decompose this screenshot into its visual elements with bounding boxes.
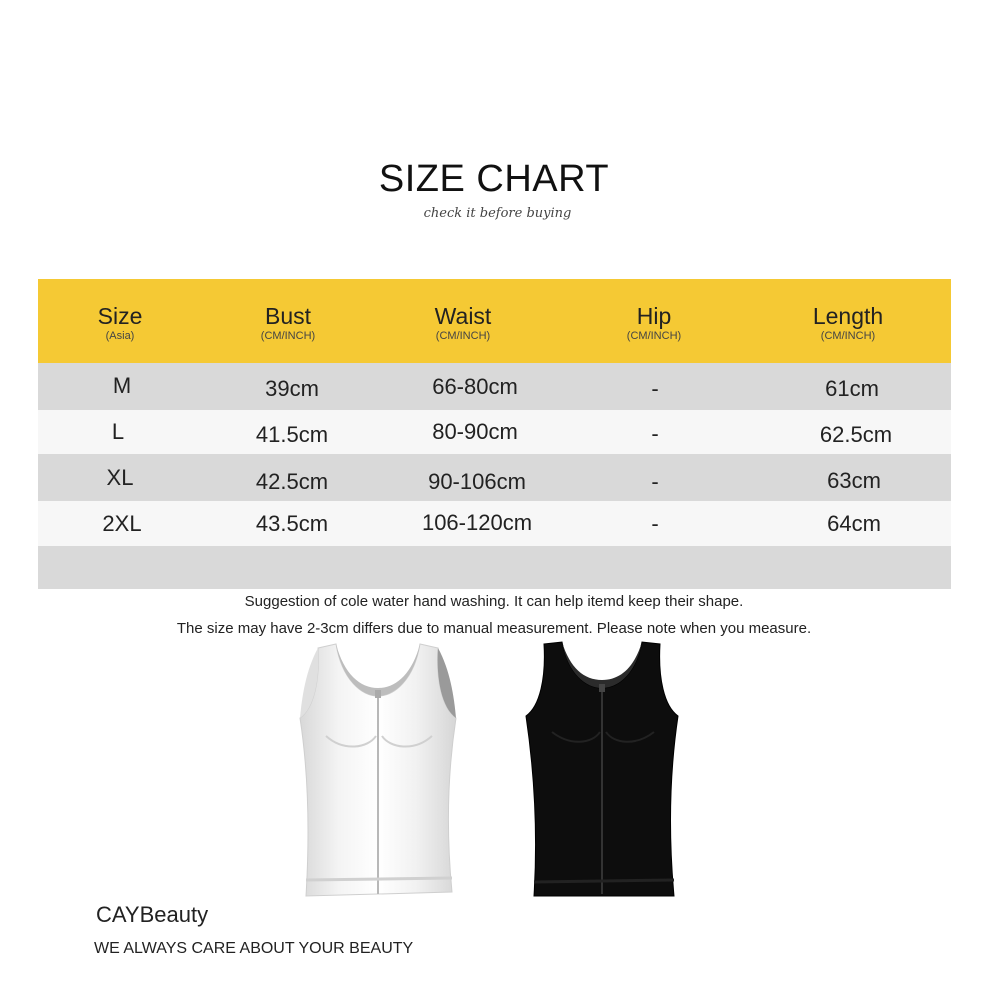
header-waist-label: Waist xyxy=(434,303,492,329)
cell-waist: 66-80cm xyxy=(432,374,518,399)
cell-size: XL xyxy=(106,465,134,490)
cell-bust: 42.5cm xyxy=(255,469,329,494)
cell-hip: - xyxy=(651,469,659,494)
cell-waist: 106-120cm xyxy=(421,510,533,535)
header-bust xyxy=(261,303,315,343)
header-length-label: Length xyxy=(812,303,884,329)
cell-bust: 39cm xyxy=(265,376,319,401)
cell-hip: - xyxy=(651,376,659,401)
page-title: SIZE CHART xyxy=(378,158,610,200)
header-bust-label: Bust xyxy=(264,303,312,329)
cell-size: 2XL xyxy=(102,511,142,536)
table-row xyxy=(38,363,951,410)
header-length xyxy=(813,303,883,343)
cell-hip: - xyxy=(651,511,659,536)
header-hip-label: Hip xyxy=(636,303,672,329)
header-waist xyxy=(435,303,492,343)
table-row xyxy=(38,501,951,546)
page-subtitle: check it before buying xyxy=(423,206,572,221)
cell-waist: 80-90cm xyxy=(432,419,518,444)
header-size-unit: (Asia) xyxy=(105,330,135,342)
header-bust-unit: (CM/INCH) xyxy=(260,330,316,342)
header-waist-unit: (CM/INCH) xyxy=(435,330,491,342)
header-size xyxy=(98,303,143,343)
black-vest-image xyxy=(522,640,682,900)
white-vest-image xyxy=(296,640,460,900)
measurement-note: The size may have 2-3cm differs due to manual measurement. Please note when you measure. xyxy=(176,620,812,637)
table-row xyxy=(38,454,951,501)
table-header xyxy=(38,279,951,363)
table-row-empty xyxy=(38,546,951,589)
cell-waist: 90-106cm xyxy=(428,469,526,494)
cell-hip: - xyxy=(651,421,659,446)
header-size-label: Size xyxy=(97,303,143,329)
table-row xyxy=(38,410,951,454)
header-length-unit: (CM/INCH) xyxy=(820,330,876,342)
brand-tagline: WE ALWAYS CARE ABOUT YOUR BEAUTY xyxy=(94,940,414,957)
cell-length: 63cm xyxy=(827,468,881,493)
cell-size: M xyxy=(112,373,132,398)
brand-name: CAYBeauty xyxy=(96,902,209,927)
cell-length: 64cm xyxy=(827,511,881,536)
header-hip-unit: (CM/INCH) xyxy=(626,330,682,342)
washing-note: Suggestion of cole water hand washing. It can help itemd keep their shape. xyxy=(244,593,744,610)
cell-bust: 43.5cm xyxy=(255,511,329,536)
cell-length: 62.5cm xyxy=(819,422,893,447)
cell-length: 61cm xyxy=(825,376,879,401)
size-table xyxy=(38,279,951,589)
cell-size: L xyxy=(111,419,125,444)
cell-bust: 41.5cm xyxy=(255,422,329,447)
header-hip xyxy=(627,303,681,343)
